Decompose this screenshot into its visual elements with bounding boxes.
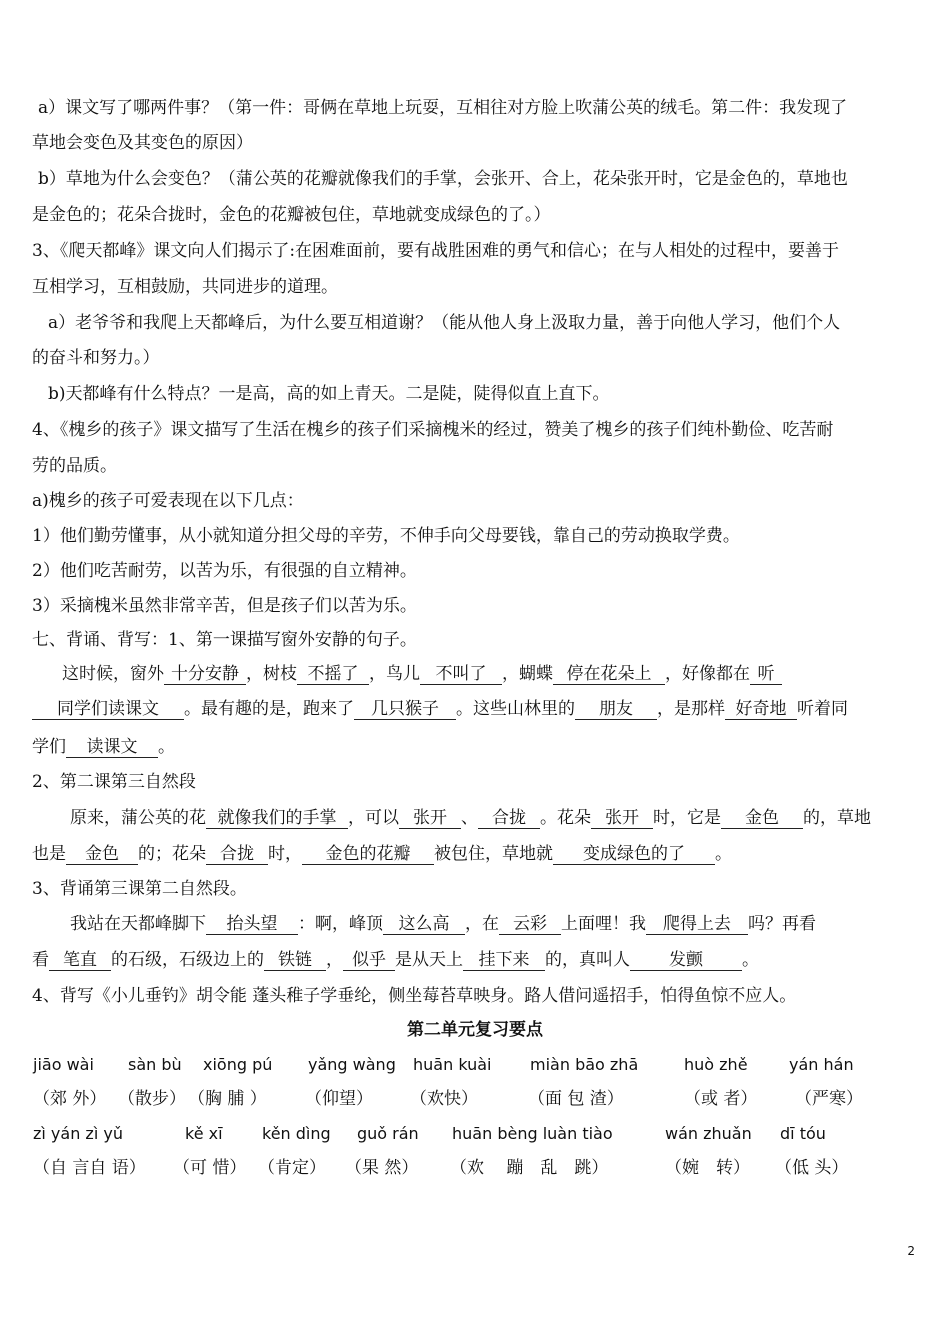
hanzi: （果 然） — [345, 1158, 419, 1178]
text-line: b)天都峰有什么特点？一是高，高的如上青天。二是陡，陡得似直上直下。 — [48, 384, 610, 404]
text-line: 草地会变色及其变色的原因） — [32, 133, 253, 153]
answer-blank: 好奇地 — [725, 699, 797, 720]
text-fragment: 。最有趣的是，跑来了 — [184, 699, 354, 719]
pinyin: huān bèng luàn tiào — [452, 1124, 613, 1143]
answer-blank: 挂下来 — [463, 950, 545, 971]
text-line: 是金色的；花朵合拢时，金色的花瓣被包住，草地就变成绿色的了。） — [32, 205, 551, 225]
hanzi: （自 言自 语） — [33, 1158, 146, 1178]
pinyin: wán zhuǎn — [665, 1124, 752, 1143]
text-fragment: 。花朵 — [540, 808, 591, 828]
hanzi: （肯定） — [258, 1158, 326, 1178]
text-line: 3、《爬天都峰》课文向人们揭示了:在困难面前，要有战胜困难的勇气和信心；在与人相处的过程中，要善于 — [32, 241, 840, 261]
text-fragment: 吗？再看 — [748, 914, 816, 934]
text-line: 的奋斗和努力。） — [32, 348, 160, 368]
answer-blank: 读课文 — [66, 737, 158, 758]
text-fragment: ， — [326, 950, 343, 970]
text-fragment: 的石级，石级边上的 — [111, 950, 264, 970]
text-fragment: 。 — [742, 950, 759, 970]
pinyin: miàn bāo zhā — [530, 1055, 639, 1074]
text-fragment: 是从天上 — [395, 950, 463, 970]
answer-blank: 抬头望 — [206, 914, 298, 935]
answer-blank: 铁链 — [264, 950, 326, 971]
hanzi: （面 包 渣） — [528, 1089, 624, 1109]
text-fragment: ，可以 — [348, 808, 399, 828]
pinyin: huān kuài — [413, 1055, 492, 1074]
answer-blank: 朋友 — [575, 699, 657, 720]
answer-blank: 似乎 — [343, 950, 395, 971]
text-fragment: 上面哩！我 — [561, 914, 646, 934]
hanzi: （可 惜） — [173, 1158, 247, 1178]
answer-blank: 变成绿色的了 — [553, 844, 715, 865]
text-fragment: ：啊，峰顶 — [298, 914, 383, 934]
pinyin: zì yán zì yǔ — [33, 1124, 123, 1143]
pinyin: kě xī — [185, 1124, 223, 1143]
hanzi: （欢快） — [410, 1089, 478, 1109]
unit-title: 第二单元复习要点 — [407, 1020, 543, 1040]
pinyin: kěn dìng — [262, 1124, 331, 1143]
hanzi: （仰望） — [305, 1089, 373, 1109]
answer-blank: 不叫了 — [420, 664, 502, 685]
text-line: 2、第二课第三自然段 — [32, 772, 196, 792]
answer-blank: 同学们读课文 — [32, 699, 184, 720]
fill-blank-line — [70, 806, 920, 830]
answer-blank: 停在花朵上 — [553, 664, 665, 685]
answer-blank: 合拢 — [478, 808, 540, 829]
text-fragment: 。 — [715, 844, 732, 864]
pinyin: dī tóu — [780, 1124, 826, 1143]
answer-blank: 金色的花瓣 — [302, 844, 434, 865]
hanzi: （散步） — [118, 1089, 186, 1109]
fill-blank-line — [32, 842, 920, 866]
pinyin: huò zhě — [684, 1055, 748, 1074]
pinyin: xiōng pú — [203, 1055, 273, 1074]
text-fragment: 原来，蒲公英的花 — [70, 808, 206, 828]
text-fragment: 被包住，草地就 — [434, 844, 553, 864]
answer-blank: 不摇了 — [297, 664, 369, 685]
text-line: 互相学习，互相鼓励，共同进步的道理。 — [32, 277, 338, 297]
text-line: 3）采摘槐米虽然非常辛苦，但是孩子们以苦为乐。 — [32, 596, 417, 616]
text-fragment: 时， — [268, 844, 302, 864]
text-line: 1）他们勤劳懂事，从小就知道分担父母的辛劳，不伸手向父母要钱，靠自己的劳动换取学费。 — [32, 526, 740, 546]
text-fragment: ，好像都在 — [665, 664, 750, 684]
pinyin: yǎng wàng — [308, 1055, 396, 1074]
text-fragment: ，蝴蝶 — [502, 664, 553, 684]
hanzi: （欢 蹦 乱 跳） — [450, 1158, 609, 1178]
text-fragment: 的；花朵 — [138, 844, 206, 864]
text-line: a)槐乡的孩子可爱表现在以下几点： — [32, 491, 304, 511]
answer-blank: 笔直 — [49, 950, 111, 971]
fill-blank-line — [32, 697, 920, 721]
pinyin: guǒ rán — [357, 1124, 419, 1143]
fill-blank-line — [32, 948, 920, 972]
text-line: a）老爷爷和我爬上天都峰后，为什么要互相道谢？（能从他人身上汲取力量，善于向他人学习，他们个人 — [48, 313, 841, 333]
answer-blank: 金色 — [721, 808, 803, 829]
text-fragment: 的，草地 — [803, 808, 871, 828]
text-fragment: 的，真叫人 — [545, 950, 630, 970]
text-fragment: 也是 — [32, 844, 66, 864]
text-fragment: 时，它是 — [653, 808, 721, 828]
answer-blank: 十分安静 — [164, 664, 246, 685]
text-line: a）课文写了哪两件事？（第一件：哥俩在草地上玩耍，互相往对方脸上吹蒲公英的绒毛。第二件：我发现了 — [38, 98, 848, 118]
hanzi: （低 头） — [775, 1158, 849, 1178]
pinyin: yán hán — [789, 1055, 854, 1074]
text-fragment: 这时候，窗外 — [62, 664, 164, 684]
hanzi: （严寒） — [795, 1089, 863, 1109]
answer-blank: 爬得上去 — [646, 914, 748, 935]
text-fragment: 听着同 — [797, 699, 848, 719]
hanzi: （郊 外） — [33, 1089, 107, 1109]
answer-blank: 几只猴子 — [354, 699, 456, 720]
answer-blank: 张开 — [399, 808, 461, 829]
answer-blank: 听 — [750, 664, 782, 685]
answer-blank: 这么高 — [383, 914, 465, 935]
text-fragment: 。 — [158, 737, 175, 757]
text-fragment: 学们 — [32, 737, 66, 757]
text-fragment: ，在 — [465, 914, 499, 934]
fill-blank-line — [70, 912, 920, 936]
answer-blank: 合拢 — [206, 844, 268, 865]
text-fragment: ，是那样 — [657, 699, 725, 719]
text-fragment: 。这些山林里的 — [456, 699, 575, 719]
text-line: 劳的品质。 — [32, 456, 117, 476]
text-line: b）草地为什么会变色？（蒲公英的花瓣就像我们的手掌，会张开、合上，花朵张开时，它是金色的，草地也 — [38, 169, 848, 189]
hanzi: （婉 转） — [665, 1158, 750, 1178]
text-fragment: 我站在天都峰脚下 — [70, 914, 206, 934]
text-fragment: ，鸟儿 — [369, 664, 420, 684]
answer-blank: 云彩 — [499, 914, 561, 935]
text-line: 4、《槐乡的孩子》课文描写了生活在槐乡的孩子们采摘槐米的经过，赞美了槐乡的孩子们纯朴勤俭、吃苦耐 — [32, 420, 834, 440]
text-line: 七、背诵、背写：1、第一课描写窗外安静的句子。 — [32, 630, 417, 650]
answer-blank: 发颤 — [630, 950, 742, 971]
text-fragment: 看 — [32, 950, 49, 970]
fill-blank-line — [62, 662, 920, 686]
text-line: 2）他们吃苦耐劳，以苦为乐，有很强的自立精神。 — [32, 561, 417, 581]
hanzi: （胸 脯 ） — [188, 1089, 267, 1109]
text-line: 4、背写《小儿垂钓》胡令能 蓬头稚子学垂纶，侧坐莓苔草映身。路人借问遥招手，怕得鱼惊不应人。 — [32, 986, 797, 1006]
pinyin: jiāo wài — [33, 1055, 94, 1074]
answer-blank: 就像我们的手掌 — [206, 808, 348, 829]
hanzi: （或 者） — [684, 1089, 758, 1109]
page-number: 2 — [907, 1244, 915, 1258]
text-fragment: ，树枝 — [246, 664, 297, 684]
answer-blank: 金色 — [66, 844, 138, 865]
fill-blank-line — [32, 735, 920, 759]
text-line: 3、背诵第三课第二自然段。 — [32, 879, 247, 899]
text-fragment: 、 — [461, 808, 478, 828]
pinyin: sàn bù — [128, 1055, 182, 1074]
answer-blank: 张开 — [591, 808, 653, 829]
